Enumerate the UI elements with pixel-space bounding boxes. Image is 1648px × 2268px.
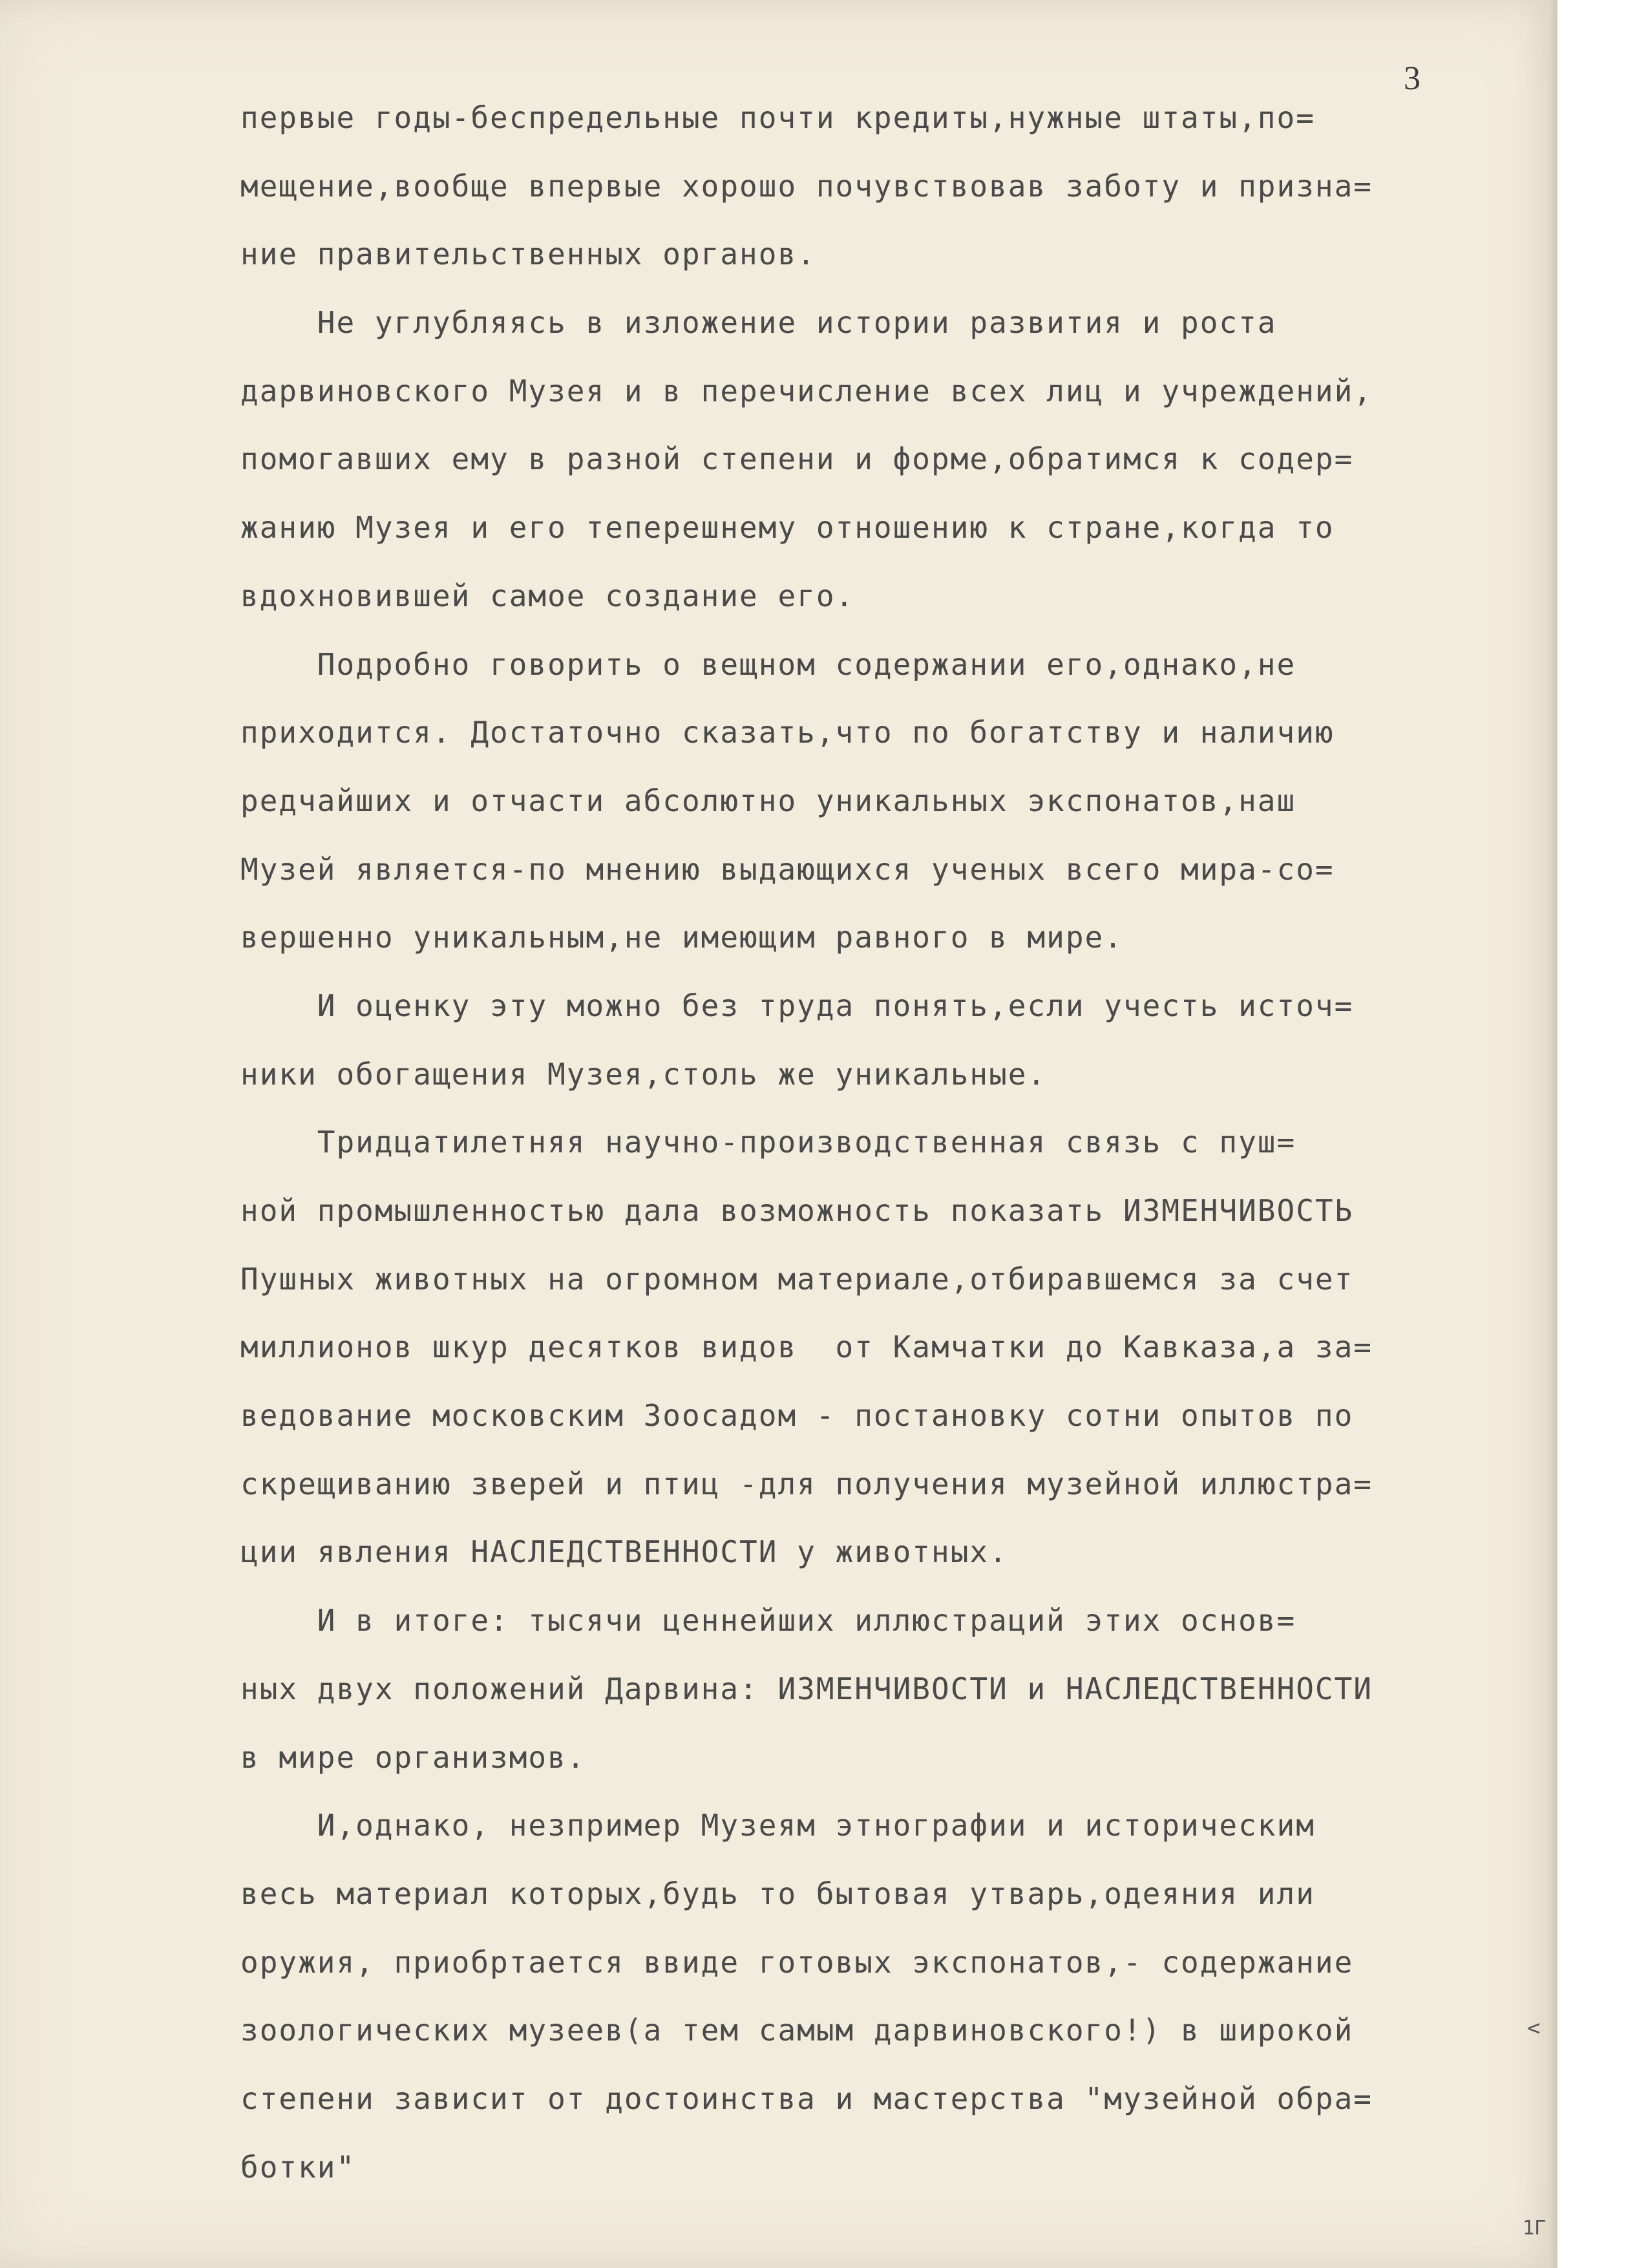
text-line: миллионов шкур десятков видов от Камчатки до Кавказа,а за= bbox=[240, 1330, 1373, 1365]
text-line: первые годы-беспредельные почти кредиты,нужные штаты,по= bbox=[240, 100, 1315, 135]
text-line: ведование московским Зоосадом - постановку сотни опытов по bbox=[240, 1398, 1354, 1434]
text-line: дарвиновского Музея и в перечисление всех лиц и учреждений, bbox=[240, 373, 1373, 408]
paper-edge bbox=[1548, 0, 1557, 2268]
text-line: степени зависит от достоинства и мастерства "музейной обра= bbox=[240, 2081, 1373, 2116]
scan-background bbox=[1558, 0, 1648, 2268]
text-line: И,однако, незпример Музеям этнографии и историческим bbox=[240, 1808, 1315, 1843]
page-number: 3 bbox=[1404, 60, 1421, 97]
text-line: Музей является-по мнению выдающихся ученых всего мира-со= bbox=[240, 851, 1335, 887]
text-line: ботки" bbox=[240, 2149, 356, 2185]
text-line: вершенно уникальным,не имеющим равного в мире. bbox=[240, 920, 1123, 955]
text-line: помогавших ему в разной степени и форме,обратимся к содер= bbox=[240, 441, 1354, 477]
margin-mark: 1Г bbox=[1523, 2217, 1547, 2240]
text-line: редчайших и отчасти абсолютно уникальных экспонатов,наш bbox=[240, 783, 1296, 818]
text-line: зоологических музеев(а тем самым дарвиновского!) в широкой bbox=[240, 2013, 1354, 2048]
text-line: оружия, приобртается ввиде готовых экспонатов,- содержание bbox=[240, 1944, 1354, 1980]
text-line: ции явления НАСЛЕДСТВЕННОСТИ у животных. bbox=[240, 1534, 1008, 1570]
text-line: жанию Музея и его теперешнему отношению к стране,когда то bbox=[240, 510, 1335, 546]
text-line: мещение,вообще впервые хорошо почувствовав заботу и призна= bbox=[240, 168, 1373, 204]
text-line: вдохновившей самое создание его. bbox=[240, 578, 855, 613]
text-line: Тридцатилетняя научно-производственная связь с пуш= bbox=[240, 1125, 1296, 1160]
text-line: ние правительственных органов. bbox=[240, 237, 816, 272]
text-line: весь материал которых,будь то бытовая утварь,одеяния или bbox=[240, 1876, 1315, 1911]
text-line: Пушных животных на огромном материале,отбиравшемся за счет bbox=[240, 1261, 1354, 1297]
text-line: ники обогащения Музея,столь же уникальные. bbox=[240, 1056, 1047, 1092]
text-line: скрещиванию зверей и птиц -для получения музейной иллюстра= bbox=[240, 1466, 1373, 1501]
text-line: ной промышленностью дала возможность показать ИЗМЕНЧИВОСТЬ bbox=[240, 1193, 1354, 1228]
margin-mark: < bbox=[1527, 2015, 1541, 2041]
typed-text-body bbox=[240, 84, 1539, 2201]
text-line: Не углубляясь в изложение истории развития и роста bbox=[240, 305, 1277, 341]
text-line: И оценку эту можно без труда понять,если учесть источ= bbox=[240, 988, 1354, 1023]
text-line: Подробно говорить о вещном содержании его,однако,не bbox=[240, 646, 1296, 682]
text-line: ных двух положений Дарвина: ИЗМЕНЧИВОСТИ и НАСЛЕДСТВЕННОСТИ bbox=[240, 1671, 1373, 1706]
text-line: И в итоге: тысячи ценнейших иллюстраций этих основ= bbox=[240, 1603, 1296, 1638]
text-line: в мире организмов. bbox=[240, 1739, 586, 1775]
text-line: приходится. Достаточно сказать,что по богатству и наличию bbox=[240, 715, 1335, 750]
